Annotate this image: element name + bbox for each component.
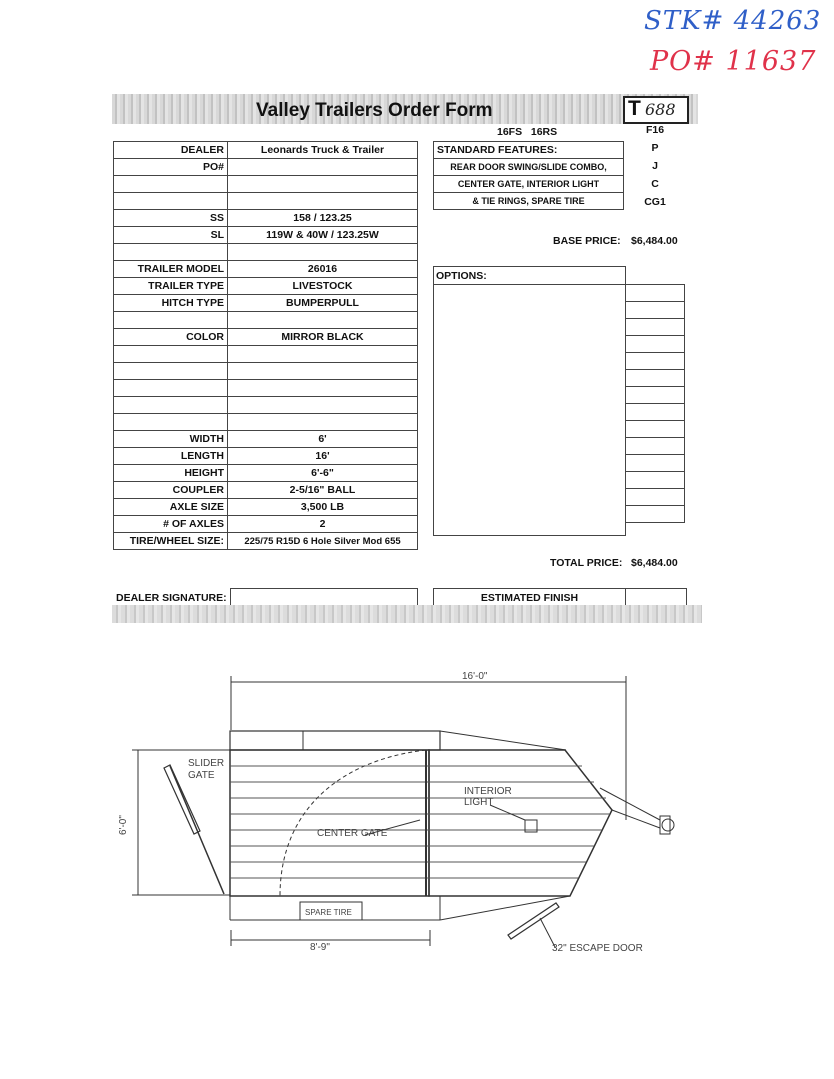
standard-features-table: [433, 141, 624, 210]
code: CG1: [644, 196, 666, 208]
center-gate-label: CENTER GATE: [317, 828, 388, 839]
order-row-value: 2: [228, 516, 418, 533]
trailer-body-rear: [230, 750, 429, 896]
order-row-label: [114, 244, 228, 261]
order-row-label: [114, 363, 228, 380]
floor-slats: [230, 766, 610, 878]
code: F16: [645, 124, 665, 136]
order-row: [114, 397, 418, 414]
order-row: [114, 431, 418, 448]
order-row-value: [228, 346, 418, 363]
order-row-value: 119W & 40W / 123.25W: [228, 227, 418, 244]
order-row-value: 2-5/16" BALL: [228, 482, 418, 499]
footer-band: [112, 605, 702, 623]
order-row: [114, 346, 418, 363]
code: P: [651, 142, 659, 154]
order-row: [114, 482, 418, 499]
options-box: [433, 266, 626, 536]
order-row: [114, 380, 418, 397]
order-row-value: 158 / 123.25: [228, 210, 418, 227]
center-gate-dim-label: 8'-9": [310, 942, 330, 953]
coupler-icon: [662, 819, 674, 831]
order-row: [114, 312, 418, 329]
trailer-body-front: [429, 750, 612, 896]
trailer-diagram: [0, 660, 834, 990]
order-row-label: [114, 414, 228, 431]
order-row-value: 6': [228, 431, 418, 448]
order-row-value: 26016: [228, 261, 418, 278]
order-row-value: [228, 193, 418, 210]
base-price: $6,484.00: [631, 235, 678, 247]
options-divider: [434, 284, 625, 285]
order-row-label: [114, 176, 228, 193]
order-row: [114, 176, 418, 193]
order-row: [114, 210, 418, 227]
option-codes: [640, 124, 670, 214]
order-row: [114, 465, 418, 482]
order-row-value: BUMPERPULL: [228, 295, 418, 312]
order-row-label: TIRE/WHEEL SIZE:: [114, 533, 228, 550]
escape-door: [508, 903, 559, 939]
order-row-label: [114, 193, 228, 210]
order-row-value: Leonards Truck & Trailer: [228, 142, 418, 159]
order-row-label: AXLE SIZE: [114, 499, 228, 516]
order-row-label: COLOR: [114, 329, 228, 346]
slider-gate-label-2: GATE: [188, 770, 215, 781]
order-row: [114, 414, 418, 431]
order-row-value: 3,500 LB: [228, 499, 418, 516]
overall-length-label: 16'-0": [462, 671, 488, 682]
order-row-value: 16': [228, 448, 418, 465]
base-price-label: BASE PRICE:: [553, 235, 621, 247]
interior-light-label-2: LIGHT: [464, 797, 494, 808]
code: J: [652, 160, 658, 172]
order-row-label: LENGTH: [114, 448, 228, 465]
standard-features-title: STANDARD FEATURES:: [434, 142, 624, 159]
trailer-top-rail: [230, 731, 440, 750]
interior-light-label-1: INTERIOR: [464, 786, 512, 797]
standard-feature-line: CENTER GATE, INTERIOR LIGHT: [434, 176, 624, 193]
order-row: [114, 533, 418, 550]
dealer-signature-label: DEALER SIGNATURE:: [116, 592, 227, 604]
order-row-value: 6'-6": [228, 465, 418, 482]
order-row: [114, 278, 418, 295]
order-row-label: [114, 346, 228, 363]
spare-tire-label: SPARE TIRE: [305, 908, 352, 917]
order-row-label: SS: [114, 210, 228, 227]
order-row-value: LIVESTOCK: [228, 278, 418, 295]
options-price-column: [625, 284, 685, 523]
order-row-value: MIRROR BLACK: [228, 329, 418, 346]
center-gate-swing-arc: [280, 750, 426, 896]
order-row-label: SL: [114, 227, 228, 244]
order-row: [114, 261, 418, 278]
t-number-prefix: T: [628, 97, 641, 120]
options-label: OPTIONS:: [436, 270, 487, 282]
total-price: $6,484.00: [631, 557, 678, 569]
order-row-label: TRAILER TYPE: [114, 278, 228, 295]
order-row-value: [228, 176, 418, 193]
order-row-label: DEALER: [114, 142, 228, 159]
order-row-label: [114, 397, 228, 414]
order-row: [114, 363, 418, 380]
order-row-label: # OF AXLES: [114, 516, 228, 533]
order-row-label: PO#: [114, 159, 228, 176]
order-row: [114, 448, 418, 465]
form-title: Valley Trailers Order Form: [256, 100, 493, 121]
escape-door-label: 32" ESCAPE DOOR: [552, 943, 643, 954]
model-numbers: 16FS 16RS: [497, 126, 558, 138]
order-row: [114, 159, 418, 176]
order-row-value: [228, 312, 418, 329]
order-row-value: 225/75 R15D 6 Hole Silver Mod 655: [228, 533, 418, 550]
order-row: [114, 329, 418, 346]
estimated-finish-label: ESTIMATED FINISH: [480, 592, 579, 604]
order-row-value: [228, 159, 418, 176]
standard-feature-line: & TIE RINGS, SPARE TIRE: [434, 193, 624, 210]
order-row-label: [114, 312, 228, 329]
order-row: [114, 227, 418, 244]
handwritten-stock-number: STK# 44263: [644, 6, 822, 36]
order-row-label: [114, 380, 228, 397]
standard-feature-line: REAR DOOR SWING/SLIDE COMBO,: [434, 159, 624, 176]
order-row: [114, 499, 418, 516]
code: C: [651, 178, 659, 190]
order-row-value: [228, 363, 418, 380]
order-row: [114, 295, 418, 312]
order-row: [114, 244, 418, 261]
order-row-label: WIDTH: [114, 431, 228, 448]
order-row-value: [228, 380, 418, 397]
order-row-value: [228, 414, 418, 431]
order-row-label: HITCH TYPE: [114, 295, 228, 312]
order-row-label: COUPLER: [114, 482, 228, 499]
slider-gate-label-1: SLIDER: [188, 758, 225, 769]
order-row: [114, 516, 418, 533]
width-label: 6'-0": [118, 815, 129, 835]
order-row-value: [228, 244, 418, 261]
t-number-handwritten: 688: [645, 100, 676, 119]
order-row-label: HEIGHT: [114, 465, 228, 482]
order-details-table: [113, 141, 418, 550]
handwritten-po-number: PO# 11637: [650, 46, 817, 77]
order-row: [114, 142, 418, 159]
order-row: [114, 193, 418, 210]
order-row-value: [228, 397, 418, 414]
order-row-label: TRAILER MODEL: [114, 261, 228, 278]
total-price-label: TOTAL PRICE:: [550, 557, 623, 569]
